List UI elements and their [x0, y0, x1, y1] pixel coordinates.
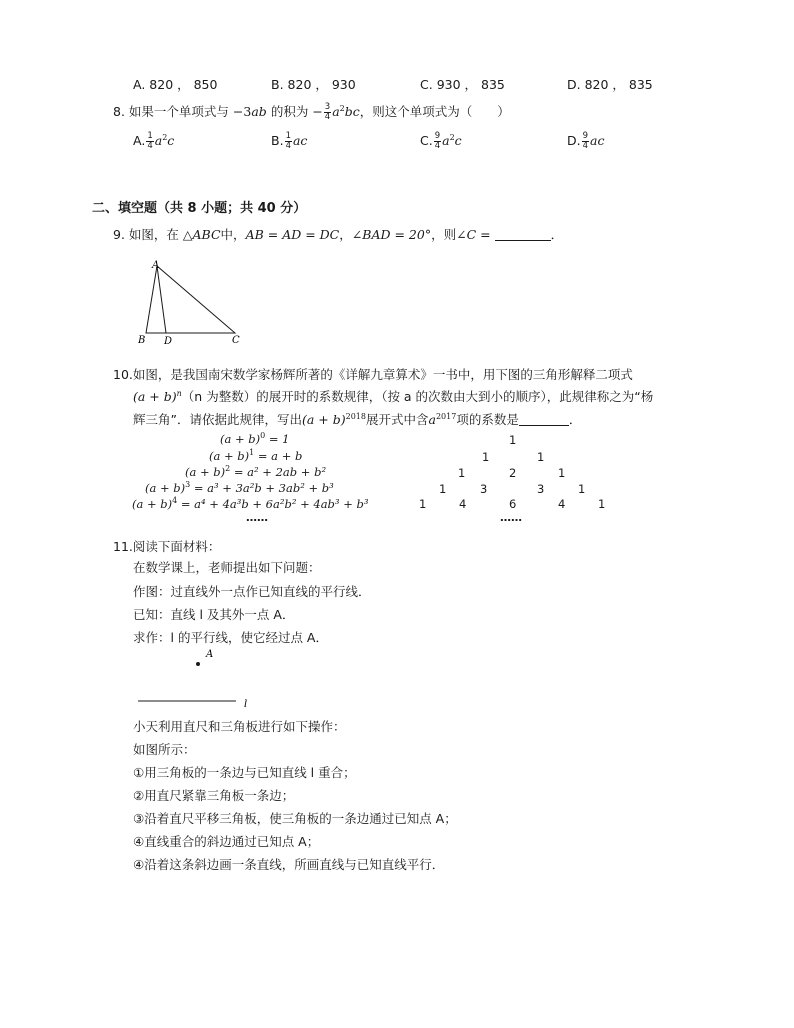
label-c: C — [232, 335, 240, 346]
equation-row: $(a + b)^4 = a^4 + 4a^3b + 6a^2b^2 + 4ab^3 + b^3$ — [132, 496, 369, 511]
triangle-number: 1 — [482, 450, 490, 464]
point-a — [196, 662, 200, 666]
q10-answer-blank[interactable] — [519, 413, 569, 426]
segment-ad — [157, 266, 166, 333]
line-l-label: l — [244, 699, 248, 710]
triangle-number: 1 — [598, 497, 606, 511]
equation-row: $(a + b)^1 = a + b$ — [209, 448, 303, 463]
triangle-number: 3 — [537, 482, 545, 496]
q11-step: ③沿着直尺平移三角板，使三角板的一条边通过已知点 A； — [133, 811, 457, 826]
q9-stem: 9. 如图，在 △ABC中，AB = AD = DC，∠BAD = 20°，则∠C = ． — [113, 227, 564, 242]
triangle-number: 1 — [419, 497, 427, 511]
q11-line: 作图：过直线外一点作已知直线的平行线． — [133, 584, 371, 599]
q11-line: 已知：直线 l 及其外一点 A． — [133, 607, 295, 622]
triangle-number: 1 — [458, 466, 466, 480]
equation-row: $(a + b)^3 = a^3 + 3a^2b + 3ab^2 + b^3$ — [145, 480, 334, 495]
triangle-number: 4 — [459, 497, 467, 511]
q7-option-b[interactable]: B. 820 ， 930 — [271, 77, 356, 92]
q7-option-a[interactable]: A. 820 ， 850 — [133, 77, 218, 92]
triangle-number: 3 — [480, 482, 488, 496]
triangle-number: 1 — [509, 433, 517, 447]
triangle-number: 4 — [558, 497, 566, 511]
point-a-label: A — [206, 649, 214, 660]
q11-step: ④直线重合的斜边通过已知点 A； — [133, 834, 320, 849]
triangle-number: 1 — [537, 450, 545, 464]
q8-option-c[interactable]: C. $\frac{9}{4}$ $a^2c$ — [420, 131, 462, 151]
triangle-number: 6 — [509, 497, 517, 511]
q11-step: 如图所示： — [133, 742, 196, 757]
q11-step: ②用直尺紧靠三角板一条边； — [133, 788, 295, 803]
q9-answer-blank[interactable] — [495, 228, 551, 241]
q8-option-d[interactable]: D. $\frac{9}{4}$ ac — [567, 131, 605, 151]
q8-option-a[interactable]: A. $\frac{1}{4}$ $a^2c$ — [133, 131, 175, 151]
q11-step: ①用三角板的一条边与已知直线 l 重合； — [133, 765, 356, 780]
q10-line2: $(a + b)^n(n$ 为整数）的展开时的系数规律，（按 a 的次数由大到小的顺序），此规律称之为“杨 — [133, 389, 654, 404]
equation-dots: …… — [246, 511, 268, 524]
q11-line: 在数学课上，老师提出如下问题： — [133, 560, 321, 575]
q10-line3: 辉三角”．请依据此规律，写出$(a + b)^{2018}$展开式中含$a^{2017}$项的系数是 ． — [133, 412, 582, 427]
equation-row: $(a + b)^2 = a^2 + 2ab + b^2$ — [185, 464, 327, 479]
label-d: D — [164, 336, 173, 347]
q11-step: 小天利用直尺和三角板进行如下操作： — [133, 719, 346, 734]
triangle-dots: …… — [500, 511, 522, 524]
triangle-number: 1 — [558, 466, 566, 480]
q11-title: 11.阅读下面材料： — [113, 539, 221, 554]
q7-option-d[interactable]: D. 820 ， 835 — [567, 77, 653, 92]
q10-line1: 10.如图，是我国南宋数学家杨辉所著的《详解九章算术》一书中，用下图的三角形解释二项式 — [113, 367, 633, 382]
equation-row: $(a + b)^0 = 1$ — [220, 431, 290, 446]
q7-option-c[interactable]: C. 930 ， 835 — [420, 77, 505, 92]
q9-triangle-figure — [130, 255, 250, 350]
triangle-number: 1 — [439, 482, 447, 496]
q8-fraction: $\frac{3}{4}$ — [324, 102, 331, 122]
q11-figure — [130, 645, 260, 710]
label-b: B — [138, 335, 146, 346]
q8-stem: 8. 如果一个单项式与 −3ab 的积为 − $\frac{3}{4}$ $a^2bc$，则这个单项式为（ ） — [113, 102, 510, 122]
section-heading: 二、填空题（共 8 小题；共 40 分） — [92, 201, 307, 216]
q11-line: 求作：l 的平行线，使它经过点 A． — [133, 630, 328, 645]
triangle-number: 1 — [578, 482, 586, 496]
triangle-abc — [146, 266, 235, 333]
triangle-number: 2 — [509, 466, 517, 480]
q8-option-b[interactable]: B. $\frac{1}{4}$ ac — [271, 131, 308, 151]
q11-step: ④沿着这条斜边画一条直线，所画直线与已知直线平行． — [133, 857, 445, 872]
label-a: A — [152, 260, 160, 271]
